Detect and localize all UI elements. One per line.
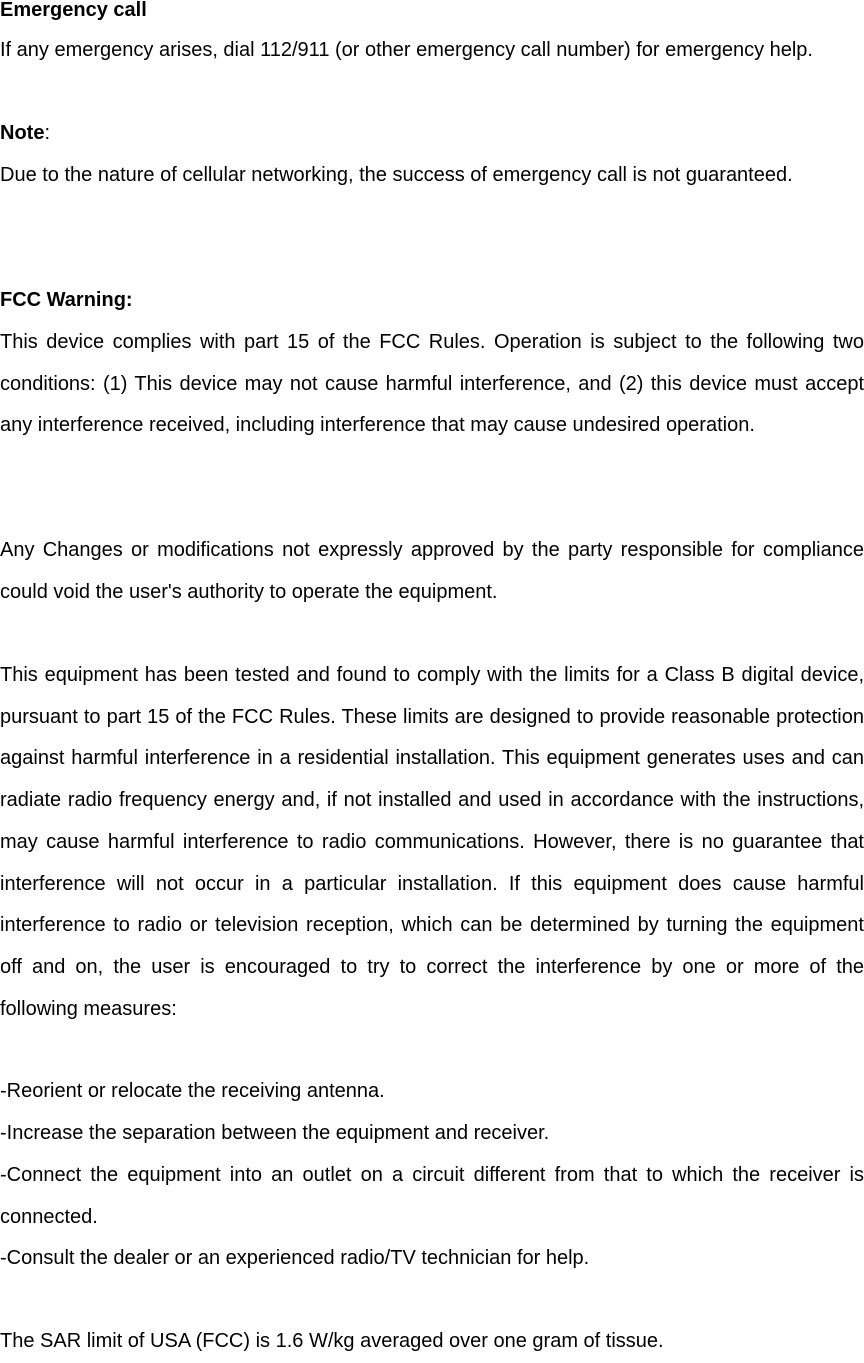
note-label: Note bbox=[0, 122, 45, 144]
note-text: Due to the nature of cellular networking, the success of emergency call is not guaranteed. bbox=[0, 164, 793, 186]
note-colon: : bbox=[44, 122, 51, 144]
measure-item: -Increase the separation between the equipment and receiver. bbox=[0, 1122, 550, 1144]
note-line bbox=[0, 113, 864, 155]
fcc-changes-paragraph: Any Changes or modifications not expressly approved by the party responsible for compliance could void the user's authority to operate the equipment. bbox=[0, 539, 864, 603]
fcc-class-b-paragraph: This equipment has been tested and found to comply with the limits for a Class B digital device, pursuant to part 15 of the FCC Rules. These limits are designed to provide reasonable protection against harmful interference in a residential installation. This equipment generates uses and can radiate radio frequency energy and, if not installed and used in accordance with the instructions, may cause harmful interference to radio communications. However, there is no guarantee that interference will not occur in a particular installation. If this equipment does cause harmful interference to radio or television reception, which can be determined by turning the equipment off and on, the user is encouraged to try to correct the interference by one or more of the following measures: bbox=[0, 664, 864, 1020]
emergency-call-heading: Emergency call bbox=[0, 0, 147, 21]
measure-item: -Consult the dealer or an experienced radio/TV technician for help. bbox=[0, 1247, 590, 1269]
measure-item: -Connect the equipment into an outlet on a circuit different from that to which the receiver is connected. bbox=[0, 1164, 864, 1228]
sar-limit-statement: The SAR limit of USA (FCC) is 1.6 W/kg averaged over one gram of tissue. bbox=[0, 1330, 664, 1352]
fcc-compliance-paragraph: This device complies with part 15 of the FCC Rules. Operation is subject to the following two conditions: (1) This device may not cause harmful interference, and (2) this device must accept any interference received, including interference that may cause undesired operation. bbox=[0, 331, 864, 437]
measure-item: -Reorient or relocate the receiving antenna. bbox=[0, 1080, 385, 1102]
fcc-warning-heading: FCC Warning: bbox=[0, 289, 133, 311]
emergency-call-body: If any emergency arises, dial 112/911 (or other emergency call number) for emergency help. bbox=[0, 39, 813, 61]
